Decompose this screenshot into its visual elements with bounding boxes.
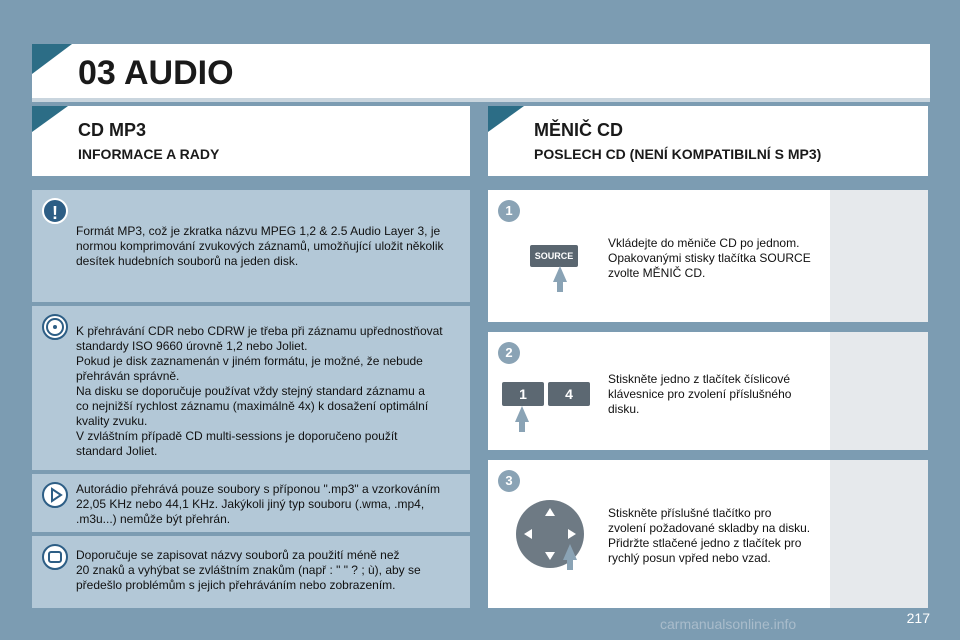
info-text: Autorádio přehrává pouze soubory s příponou ".mp3" a vzorkováním 22,05 KHz nebo 44,1 KHz. Jakýkoli jiný typ souboru (.wma, .mp4, .m3u...) nemůže být přehrán. bbox=[76, 482, 441, 526]
left-section-subtitle: INFORMACE A RADY bbox=[78, 146, 220, 162]
right-section-title: MĚNIČ CD bbox=[534, 120, 623, 140]
source-button: SOURCE bbox=[530, 245, 578, 267]
info-block-cdr bbox=[32, 306, 470, 470]
step-text: Vkládejte do měniče CD po jednom. Opakovanými stisky tlačítka SOURCE zvolte MĚNIČ CD. bbox=[608, 236, 811, 280]
left-header-accent bbox=[32, 106, 68, 132]
right-section-subtitle: POSLECH CD (NENÍ KOMPATIBILNÍ S MP3) bbox=[534, 146, 822, 162]
info-block-file-types bbox=[32, 474, 470, 532]
right-section-header bbox=[488, 106, 928, 176]
step-number: 3 bbox=[498, 470, 520, 492]
info-text: Formát MP3, což je zkratka názvu MPEG 1,2 & 2.5 Audio Layer 3, je normou komprimování zvukových záznamů, umožňující uložit několik desítek hudebních souborů na jeden disk. bbox=[76, 224, 444, 268]
arrow-stem bbox=[557, 280, 563, 292]
button-1: 1 bbox=[502, 382, 544, 406]
info-text: K přehrávání CDR nebo CDRW je třeba při záznamu upřednostňovat standardy ISO 9660 úrovně 1,2 nebo Joliet. Pokud je disk zaznamenán v jiném formátu, je možné, že nebude přehráván správně. Na disku se doporučuje používat vždy stejný standard záznamu a co nejnižší rychlost záznamu (maximálně 4x) k dosažení optimální kvality zvuku. V zvláštním případě CD multi-sessions je doporučeno použít standard Joliet. bbox=[76, 324, 443, 458]
arrow-stem bbox=[519, 420, 525, 432]
info-block-mp3-format bbox=[32, 190, 470, 302]
play-icon bbox=[42, 482, 68, 508]
warning-icon: ! bbox=[42, 198, 68, 224]
info-text: Doporučuje se zapisovat názvy souborů za použití méně než 20 znaků a vyhýbat se zvláštním znakům (např : " " ? ; ù), aby se předešlo problémům s jejich přehráváním nebo zobrazením. bbox=[76, 548, 421, 592]
button-4: 4 bbox=[548, 382, 590, 406]
page-title: 03 AUDIO bbox=[78, 54, 234, 92]
left-section-header bbox=[32, 106, 470, 176]
right-header-accent bbox=[488, 106, 524, 132]
disc-icon bbox=[42, 314, 68, 340]
note-icon bbox=[42, 544, 68, 570]
arrow-stem bbox=[567, 558, 573, 570]
step-text: Stiskněte příslušné tlačítko pro zvolení požadované skladby na disku. Přidržte stlačené jedno z tlačítek pro rychlý posun vpřed nebo vzad. bbox=[608, 506, 811, 565]
step-number: 1 bbox=[498, 200, 520, 222]
watermark: carmanualsonline.info bbox=[660, 616, 797, 632]
radio-image bbox=[830, 332, 928, 450]
radio-image bbox=[830, 460, 928, 608]
info-block-filenames bbox=[32, 536, 470, 608]
step-text: Stiskněte jedno z tlačítek číslicové klávesnice pro zvolení příslušného disku. bbox=[608, 372, 792, 416]
left-section-title: CD MP3 bbox=[78, 120, 147, 140]
step-3-panel bbox=[488, 460, 928, 608]
step-number: 2 bbox=[498, 342, 520, 364]
radio-image bbox=[830, 190, 928, 322]
step-1-panel bbox=[488, 190, 928, 322]
header-accent bbox=[32, 44, 72, 74]
page-number: 217 bbox=[906, 610, 930, 626]
step-2-panel bbox=[488, 332, 928, 450]
